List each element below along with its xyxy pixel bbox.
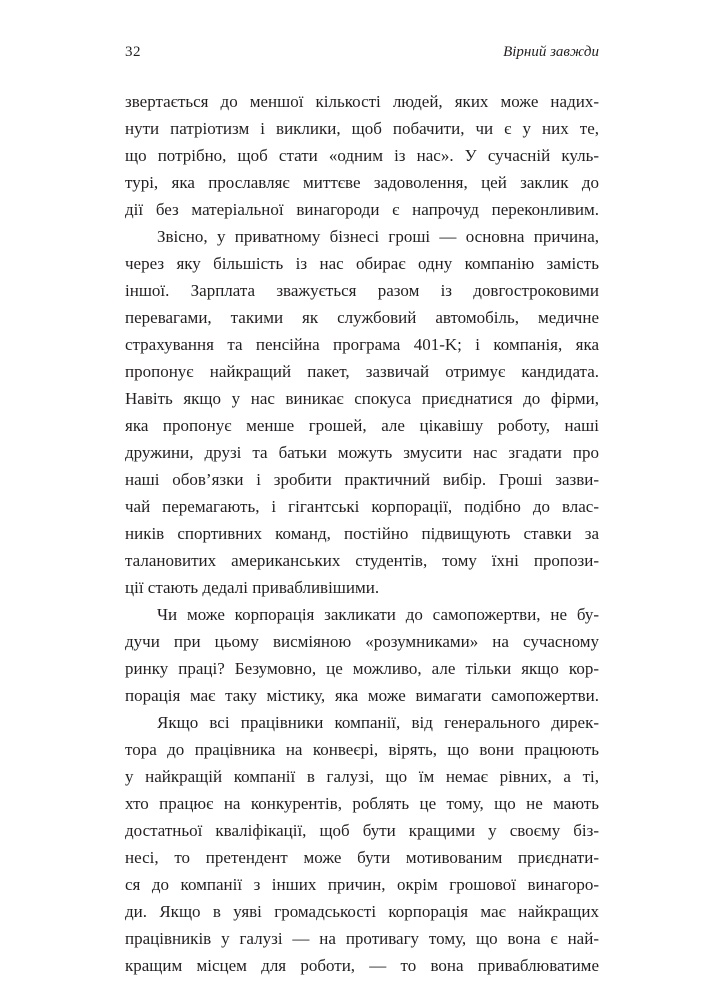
text-line: ринку праці? Безумовно, це можливо, але тільки якщо кор-: [125, 659, 599, 678]
text-line: через яку більшість із нас обирає одну компанію замість: [125, 254, 599, 273]
page-number: 32: [125, 44, 141, 60]
text-line: що потрібно, щоб стати «одним із нас». У сучасній куль-: [125, 146, 599, 165]
text-line: достатньої кваліфікації, щоб бути кращими у своєму біз-: [125, 821, 599, 840]
text-line: дучи при цьому висміяною «розумниками» на сучасному: [125, 632, 599, 651]
body-text: [125, 88, 599, 979]
text-line: перевагами, такими як службовий автомобіль, медичне: [125, 308, 599, 327]
text-line: тора до працівника на конвеєрі, вірять, що вони працюють: [125, 740, 599, 759]
running-title: Вірний завжди: [503, 44, 599, 60]
text-line: пропонує найкращий пакет, зазвичай отримує кандидата.: [125, 362, 599, 381]
paragraph-3: [125, 601, 599, 709]
text-line: у найкращій компанії в галузі, що їм немає рівних, а ті,: [125, 767, 599, 786]
text-line: порація має таку містику, яка може вимагати самопожертви.: [125, 686, 599, 705]
text-line: ції стають дедалі привабливішими.: [125, 578, 380, 597]
page-header: [125, 44, 599, 68]
paragraph-2: [125, 223, 599, 601]
paragraph-4: [125, 709, 599, 979]
text-line: несі, то претендент може бути мотивованим приєднати-: [125, 848, 599, 867]
text-line: звертається до меншої кількості людей, яких може надих-: [125, 92, 599, 111]
text-line: ників спортивних команд, постійно підвищують ставки за: [125, 524, 599, 543]
text-line: хто працює на конкурентів, роблять це тому, що не мають: [125, 794, 599, 813]
text-line: Звісно, у приватному бізнесі гроші — основна причина,: [157, 227, 599, 246]
text-line: працівників у галузі — на противагу тому, що вона є най-: [125, 929, 599, 948]
text-line: Навіть якщо у нас виникає спокуса приєднатися до фірми,: [125, 389, 599, 408]
text-line: турі, яка прославляє миттєве задоволення, цей заклик до: [125, 173, 599, 192]
text-line: яка пропонує менше грошей, але цікавішу роботу, наші: [125, 416, 599, 435]
text-line: кращим місцем для роботи, — то вона приваблюватиме: [125, 956, 599, 975]
text-line: ди. Якщо в уяві громадськості корпорація має найкращих: [125, 902, 599, 921]
text-line: страхування та пенсійна програма 401-K; і компанія, яка: [125, 335, 599, 354]
text-line: талановитих американських студентів, тому їхні пропози-: [125, 551, 599, 570]
text-line: Чи може корпорація закликати до самопожертви, не бу-: [157, 605, 599, 624]
paragraph-1: [125, 88, 599, 223]
text-line: дії без матеріальної винагороди є напрочуд переконливим.: [125, 200, 599, 219]
text-line: ся до компанії з інших причин, окрім грошової винагоро-: [125, 875, 599, 894]
text-line: наші обов’язки і зробити практичний вибір. Гроші зазви-: [125, 470, 599, 489]
text-line: Якщо всі працівники компанії, від генерального дирек-: [157, 713, 599, 732]
text-line: чай перемагають, і гігантські корпорації, подібно до влас-: [125, 497, 599, 516]
text-line: нути патріотизм і виклики, щоб побачити, чи є у них те,: [125, 119, 599, 138]
text-line: дружини, друзі та батьки можуть змусити нас згадати про: [125, 443, 599, 462]
text-line: іншої. Зарплата зважується разом із довгостроковими: [125, 281, 599, 300]
